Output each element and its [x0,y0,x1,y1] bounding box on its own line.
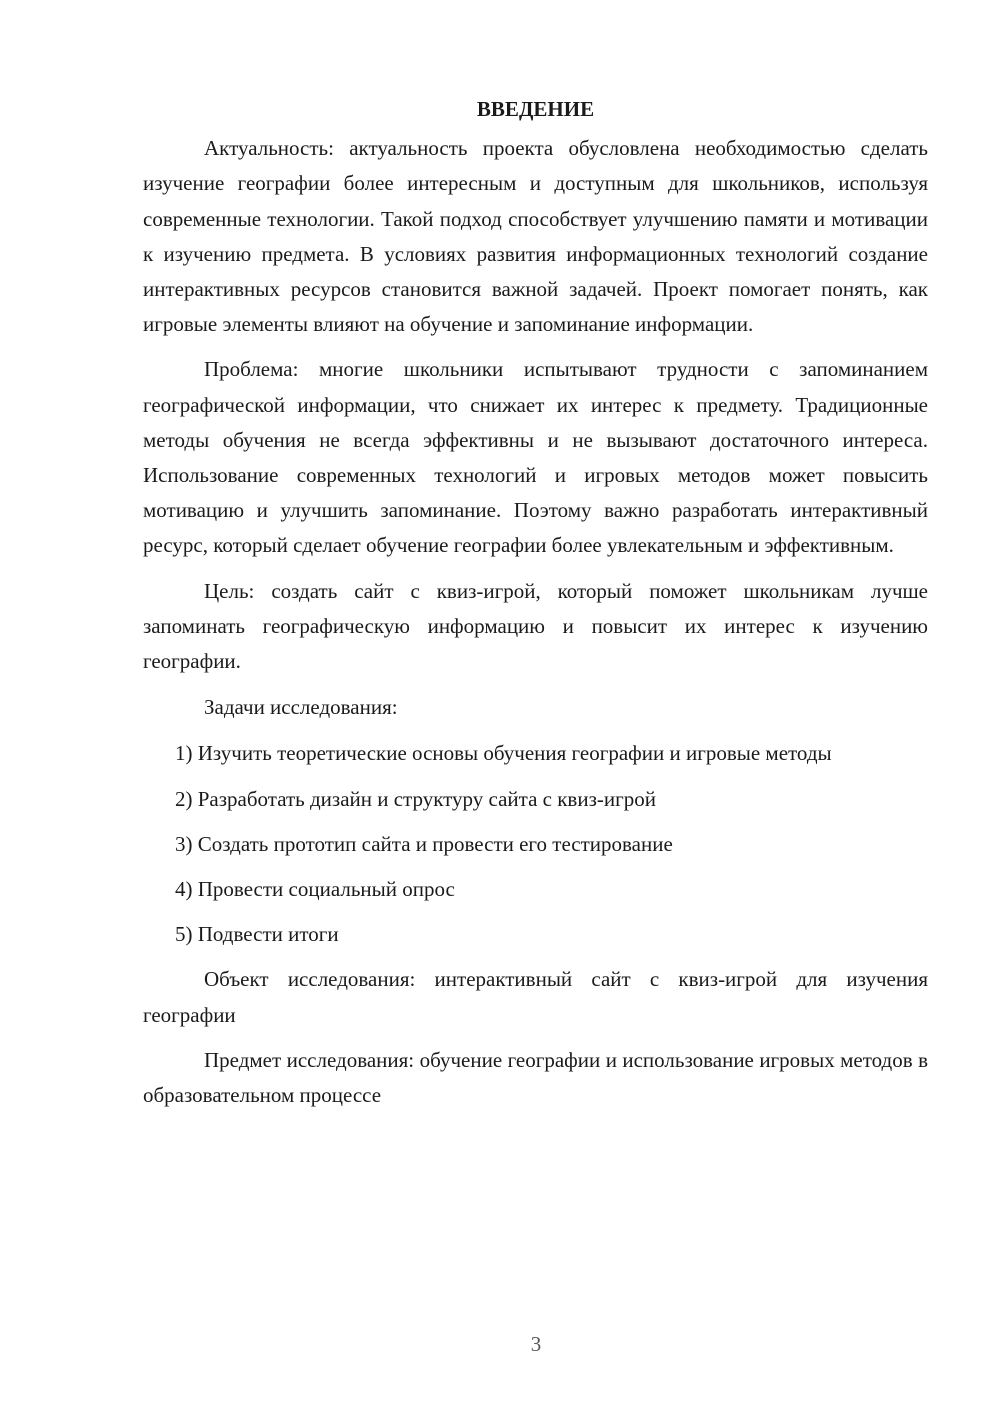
goal-paragraph: Цель: создать сайт с квиз-игрой, который поможет школьникам лучше запоминать географическую информацию и повысит их интерес к изучению географии. [143,578,928,674]
task-item-3: 3) Создать прототип сайта и провести его тестирование [175,831,673,856]
task-item-2: 2) Разработать дизайн и структуру сайта с квиз-игрой [175,786,656,811]
relevance-paragraph: Актуальность: актуальность проекта обусловлена необходимостью сделать изучение географии более интересным и доступным для школьников, используя современные технологии. Такой подход способствует улучшению памяти и мотивации к изучению предмета. В условиях развития информационных технологий создание интерактивных ресурсов становится важной задачей. Проект помогает понять, как игровые элементы влияют на обучение и запоминание информации. [143,136,928,337]
task-item-1: 1) Изучить теоретические основы обучения географии и игровые методы [175,741,832,766]
problem-paragraph: Проблема: многие школьники испытывают трудности с запоминанием географической информации, что снижает их интерес к предмету. Традиционные методы обучения не всегда эффективны и не вызывают достаточного интереса. Использование современных технологий и игровых методов может повысить мотивацию и улучшить запоминание. Поэтому важно разработать интерактивный ресурс, который сделает обучение географии более увлекательным и эффективным. [143,357,928,558]
section-title: ВВЕДЕНИЕ [476,97,595,121]
subject-paragraph: Предмет исследования: обучение географии и использование игровых методов в образовательном процессе [143,1047,928,1108]
task-item-5: 5) Подвести итоги [175,922,339,947]
object-paragraph: Объект исследования: интерактивный сайт с квиз-игрой для изучения географии [143,967,928,1027]
page-number: 3 [530,1332,542,1356]
tasks-heading: Задачи исследования: [204,695,398,720]
task-item-4: 4) Провести социальный опрос [175,877,455,902]
document-body [143,92,928,1113]
